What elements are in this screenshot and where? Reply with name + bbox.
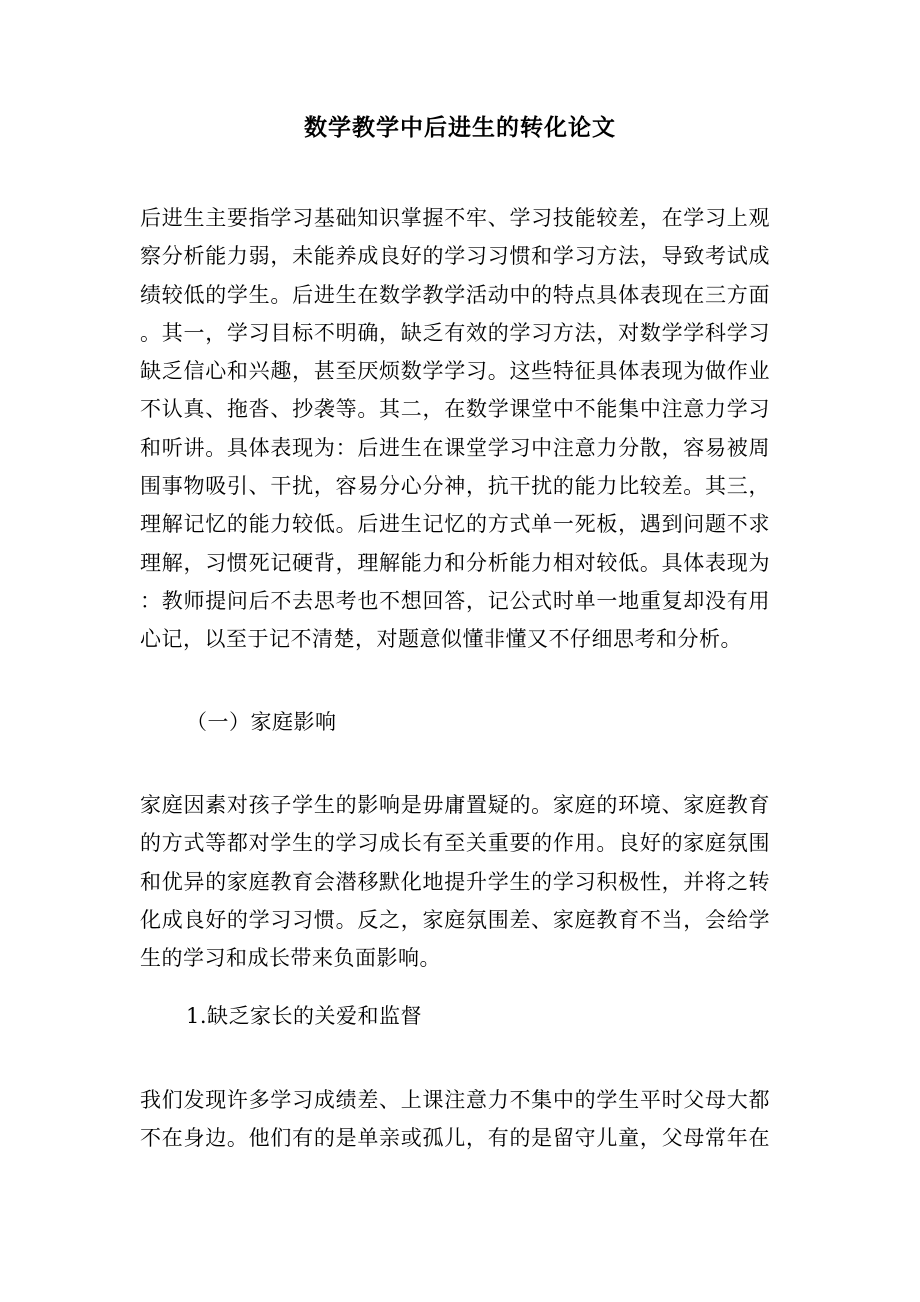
paragraph-line: 不在身边。他们有的是单亲或孤儿，有的是留守儿童，父母常年在 bbox=[140, 1126, 770, 1151]
paragraph-line: ：教师提问后不去思考也不想回答，记公式时单一地重复却没有用 bbox=[140, 588, 770, 613]
intro-paragraph bbox=[140, 199, 770, 659]
paragraph-line: 和听讲。具体表现为：后进生在课堂学习中注意力分散，容易被周 bbox=[140, 435, 770, 460]
paragraph-line: 和优异的家庭教育会潜移默化地提升学生的学习积极性，并将之转 bbox=[140, 869, 770, 894]
paragraph-line: 理解记忆的能力较低。后进生记忆的方式单一死板，遇到问题不求 bbox=[140, 512, 770, 537]
section-heading-family: （一）家庭影响 bbox=[186, 710, 337, 734]
paragraph-line: 绩较低的学生。后进生在数学教学活动中的特点具体表现在三方面 bbox=[140, 282, 770, 307]
paragraph-line: 理解，习惯死记硬背，理解能力和分析能力相对较低。具体表现为 bbox=[140, 550, 770, 575]
paragraph-line: 不认真、拖沓、抄袭等。其二，在数学课堂中不能集中注意力学习 bbox=[140, 397, 770, 422]
paragraph-line: 家庭因素对孩子学生的影响是毋庸置疑的。家庭的环境、家庭教育 bbox=[140, 793, 770, 817]
paragraph-line: 围事物吸引、干扰，容易分心分神，抗干扰的能力比较差。其三， bbox=[140, 474, 770, 499]
care-paragraph bbox=[140, 1081, 770, 1158]
paragraph-line: 后进生主要指学习基础知识掌握不牢、学习技能较差，在学习上观 bbox=[140, 206, 770, 230]
paragraph-line: 缺乏信心和兴趣，甚至厌烦数学学习。这些特征具体表现为做作业 bbox=[140, 359, 770, 384]
paragraph-line: 察分析能力弱，未能养成良好的学习习惯和学习方法，导致考试成 bbox=[140, 244, 770, 269]
paragraph-line: 的方式等都对学生的学习成长有至关重要的作用。良好的家庭氛围 bbox=[140, 831, 770, 856]
subsection-heading-care: 1.缺乏家长的关爱和监督 bbox=[186, 1004, 423, 1028]
paragraph-line: 心记，以至于记不清楚，对题意似懂非懂又不仔细思考和分析。 bbox=[140, 627, 742, 652]
paragraph-line: 。其一，学习目标不明确，缺乏有效的学习方法，对数学学科学习 bbox=[140, 320, 770, 345]
family-paragraph bbox=[140, 786, 770, 977]
document-title: 数学教学中后进生的转化论文 bbox=[304, 114, 616, 141]
paragraph-line: 生的学习和成长带来负面影响。 bbox=[140, 946, 441, 971]
paragraph-line: 化成良好的学习习惯。反之，家庭氛围差、家庭教育不当，会给学 bbox=[140, 907, 770, 932]
paragraph-line: 我们发现许多学习成绩差、上课注意力不集中的学生平时父母大都 bbox=[140, 1088, 770, 1112]
